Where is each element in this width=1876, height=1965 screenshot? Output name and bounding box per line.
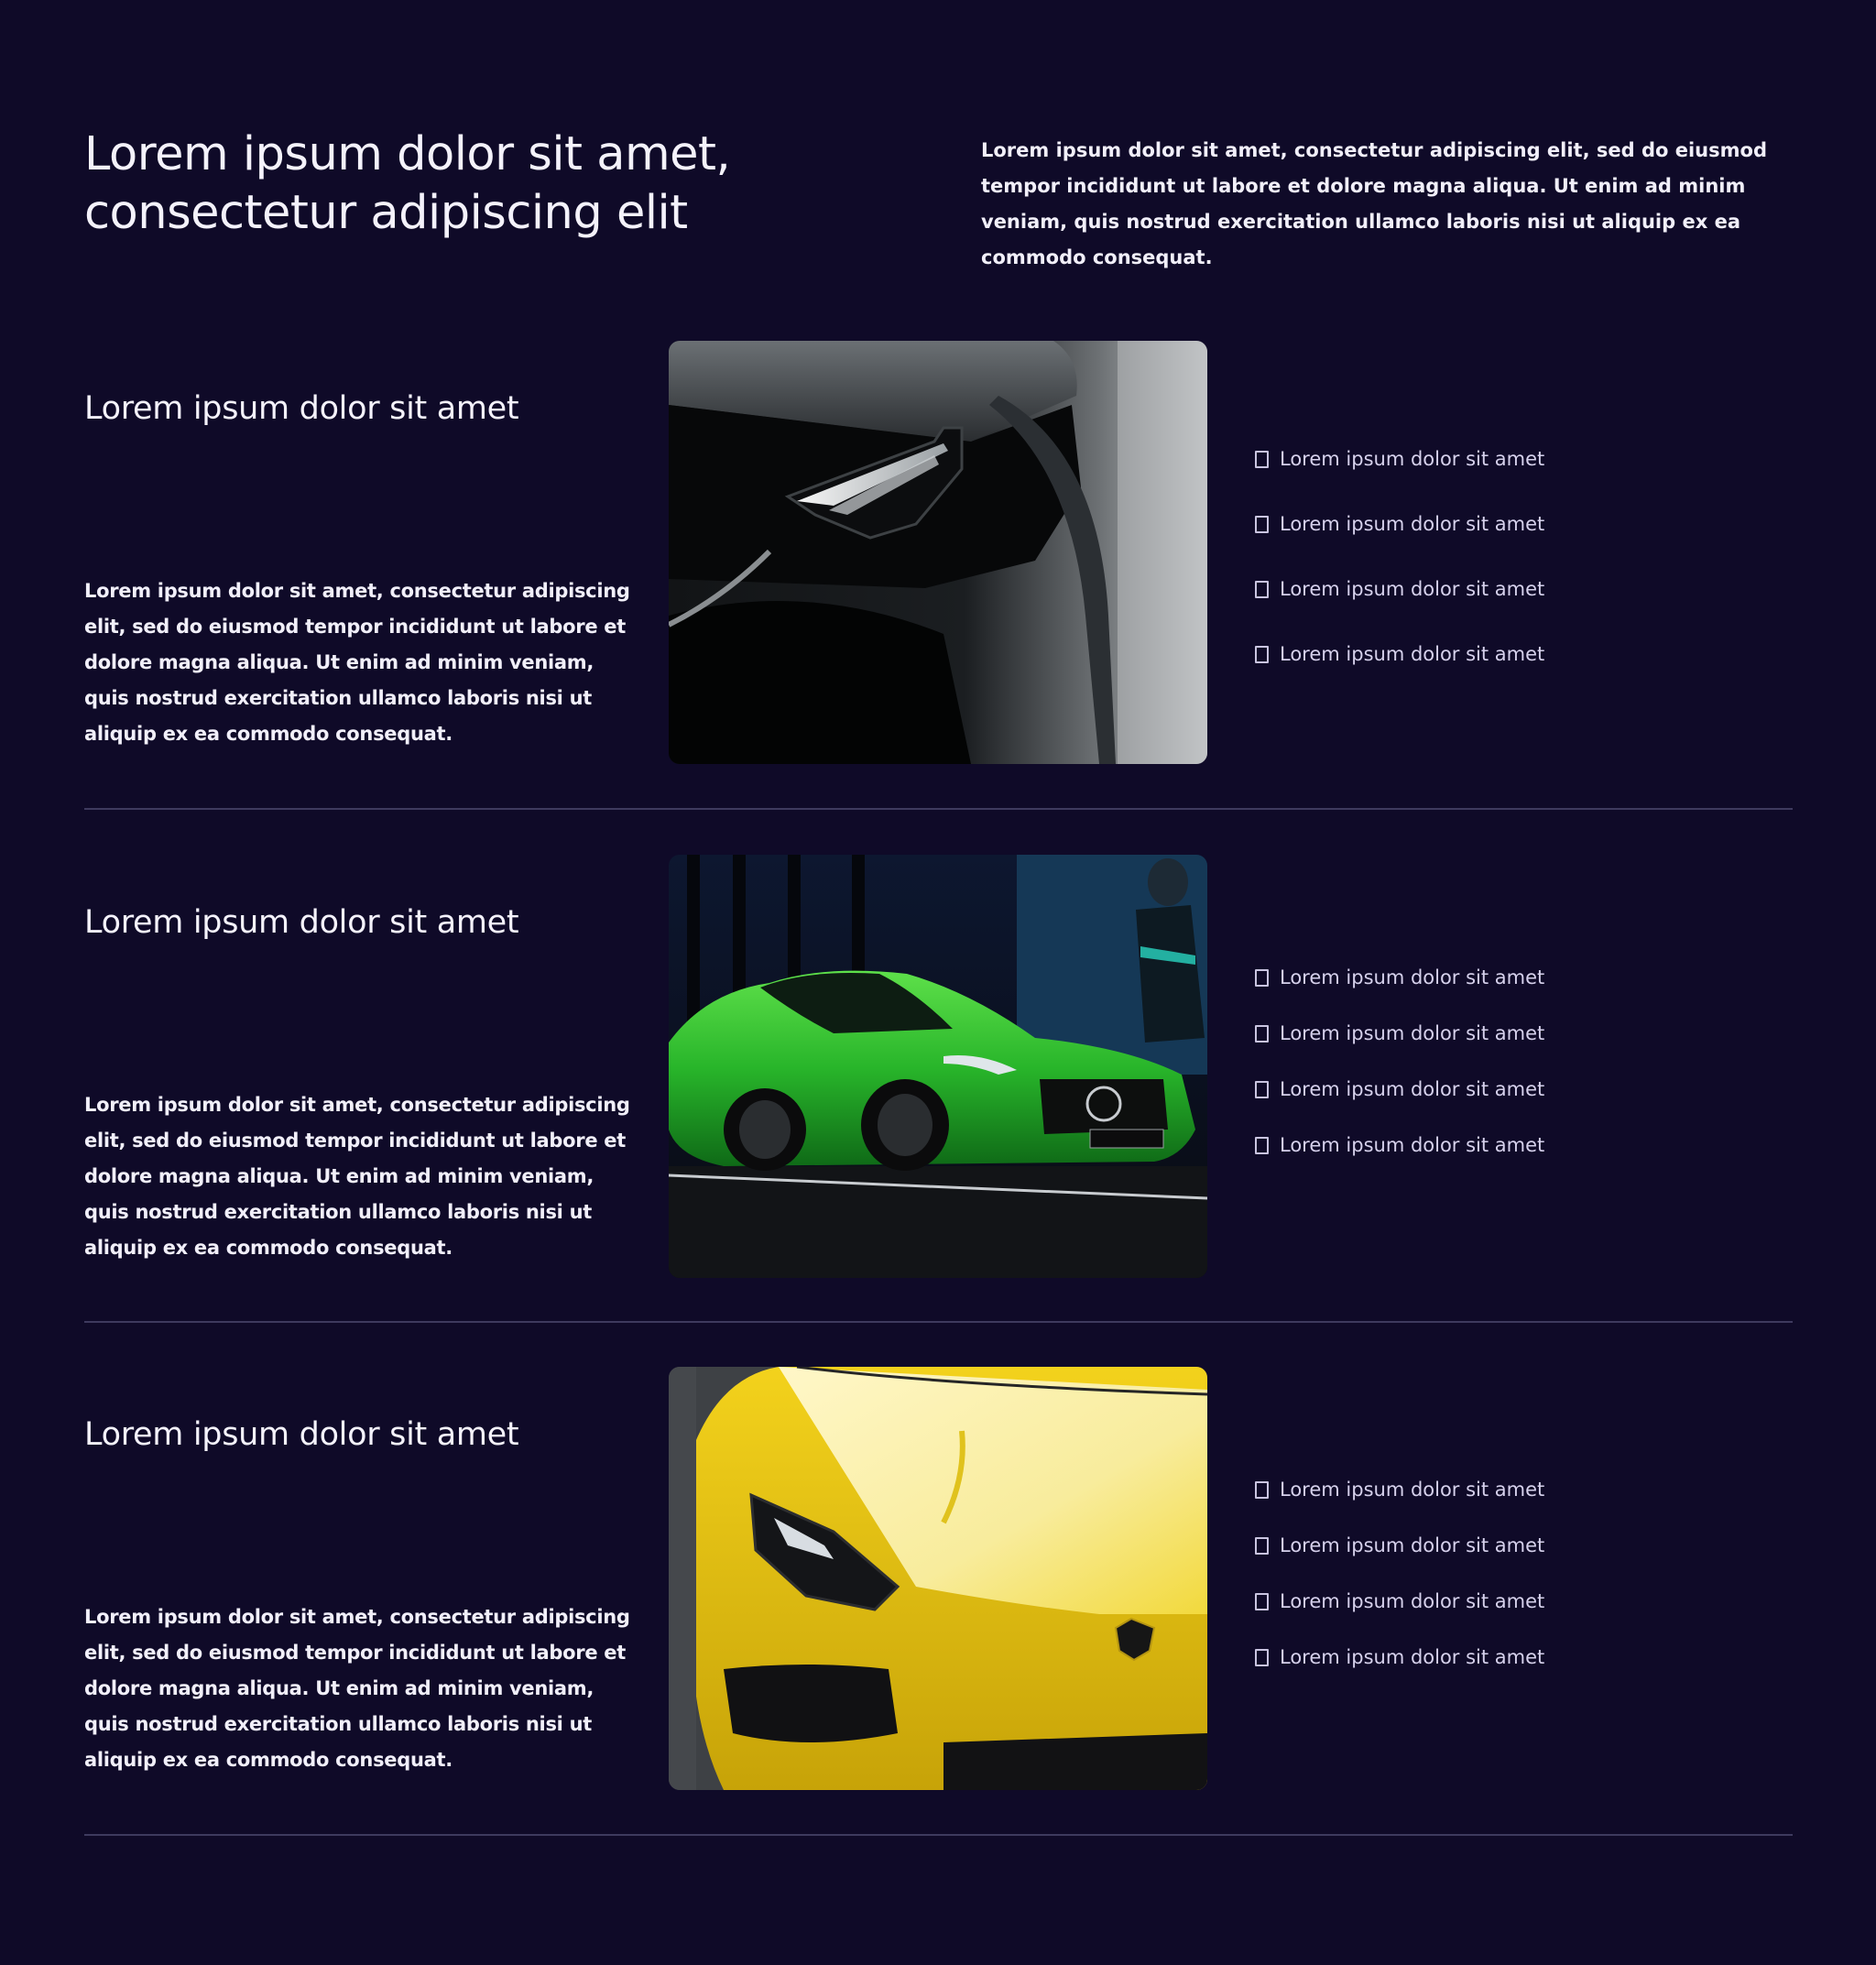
section-divider (84, 1321, 1793, 1323)
checkbox-icon[interactable] (1255, 1537, 1269, 1555)
section-divider (84, 808, 1793, 810)
list-item[interactable]: Lorem ipsum dolor sit amet (1255, 1586, 1544, 1617)
checkbox-icon[interactable] (1255, 1593, 1269, 1610)
checkbox-icon[interactable] (1255, 1481, 1269, 1499)
checkbox-icon[interactable] (1255, 969, 1269, 987)
checkbox-icon[interactable] (1255, 1081, 1269, 1098)
list-item[interactable]: Lorem ipsum dolor sit amet (1255, 962, 1544, 993)
feature-list (1255, 443, 1544, 670)
car-headlight-image (669, 341, 1207, 764)
yellow-car-image (669, 1367, 1207, 1790)
section-divider (84, 1834, 1793, 1836)
list-item[interactable]: Lorem ipsum dolor sit amet (1255, 1130, 1544, 1161)
list-item[interactable]: Lorem ipsum dolor sit amet (1255, 1474, 1544, 1505)
section-title: Lorem ipsum dolor sit amet (84, 904, 519, 941)
list-item[interactable]: Lorem ipsum dolor sit amet (1255, 573, 1544, 605)
list-item[interactable]: Lorem ipsum dolor sit amet (1255, 508, 1544, 540)
list-item[interactable]: Lorem ipsum dolor sit amet (1255, 639, 1544, 670)
section-description: Lorem ipsum dolor sit amet, consectetur adipiscing elit, sed do eiusmod tempor incididunt ut labore et dolore magna aliqua. Ut enim ad minim veniam, quis nostrud exercitation ullamco laboris nisi ut aliquip ex ea commodo consequat. (84, 1606, 630, 1771)
list-item[interactable]: Lorem ipsum dolor sit amet (1255, 1018, 1544, 1049)
checkbox-icon[interactable] (1255, 1025, 1269, 1043)
feature-section-2 (0, 855, 1876, 1368)
section-description: Lorem ipsum dolor sit amet, consectetur adipiscing elit, sed do eiusmod tempor incididunt ut labore et dolore magna aliqua. Ut enim ad minim veniam, quis nostrud exercitation ullamco laboris nisi ut aliquip ex ea commodo consequat. (84, 1094, 630, 1259)
feature-section-1 (0, 341, 1876, 854)
section-title: Lorem ipsum dolor sit amet (84, 1416, 519, 1453)
hero-title: Lorem ipsum dolor sit amet, consectetur adipiscing elit (84, 127, 731, 240)
list-item[interactable]: Lorem ipsum dolor sit amet (1255, 443, 1544, 475)
section-title: Lorem ipsum dolor sit amet (84, 390, 519, 427)
checkbox-icon[interactable] (1255, 1649, 1269, 1666)
feature-section-3 (0, 1367, 1876, 1880)
list-item[interactable]: Lorem ipsum dolor sit amet (1255, 1074, 1544, 1105)
hero-description: Lorem ipsum dolor sit amet, consectetur adipiscing elit, sed do eiusmod tempor incididunt ut labore et dolore magna aliqua. Ut enim ad minim veniam, quis nostrud exercitation ullamco laboris nisi ut aliquip ex ea commodo consequat. (981, 139, 1767, 268)
checkbox-icon[interactable] (1255, 646, 1269, 663)
checkbox-icon[interactable] (1255, 581, 1269, 598)
checkbox-icon[interactable] (1255, 516, 1269, 533)
green-car-image (669, 855, 1207, 1278)
section-description: Lorem ipsum dolor sit amet, consectetur adipiscing elit, sed do eiusmod tempor incididunt ut labore et dolore magna aliqua. Ut enim ad minim veniam, quis nostrud exercitation ullamco laboris nisi ut aliquip ex ea commodo consequat. (84, 580, 630, 745)
list-item[interactable]: Lorem ipsum dolor sit amet (1255, 1530, 1544, 1561)
feature-list (1255, 962, 1544, 1161)
list-item[interactable]: Lorem ipsum dolor sit amet (1255, 1642, 1544, 1673)
feature-list (1255, 1474, 1544, 1673)
checkbox-icon[interactable] (1255, 1137, 1269, 1154)
checkbox-icon[interactable] (1255, 451, 1269, 468)
